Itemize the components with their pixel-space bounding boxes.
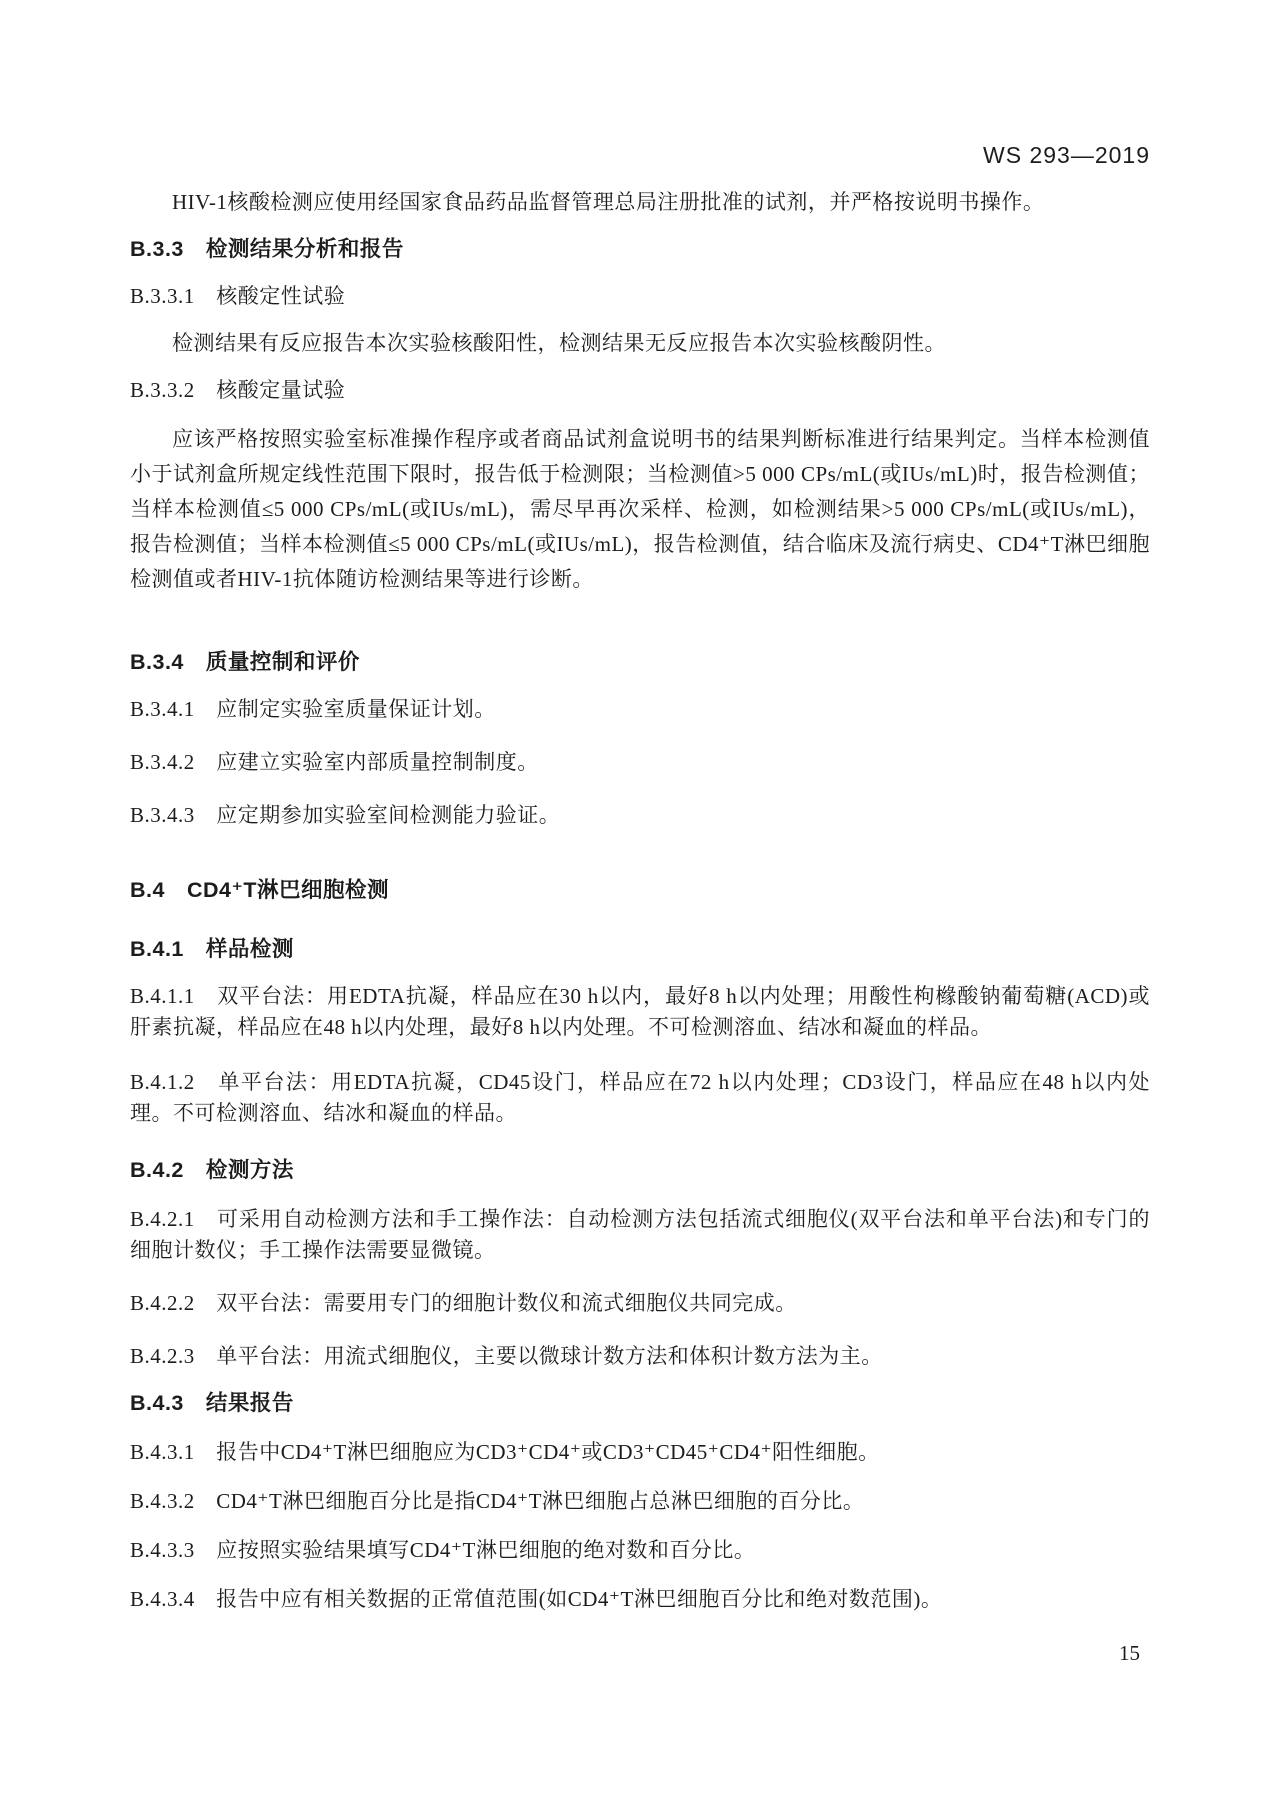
heading-b-3-3-2: B.3.3.2 核酸定量试验 [130,378,346,402]
heading-b-4: B.4 CD4⁺T淋巴细胞检测 [130,878,389,902]
heading-b-3-3: B.3.3 检测结果分析和报告 [130,237,404,261]
heading-b-4-3: B.4.3 结果报告 [130,1391,294,1415]
clause-b-4-1-2: B.4.1.2 单平台法：用EDTA抗凝，CD45设门，样品应在72 h以内处理；CD3设门，样品应在48 h以内处理。不可检测溶血、结冰和凝血的样品。 [130,1070,1150,1125]
clause-b-3-4-1: B.3.4.1 应制定实验室质量保证计划。 [130,697,496,721]
heading-b-3-4: B.3.4 质量控制和评价 [130,650,360,674]
heading-b-3-3-1: B.3.3.1 核酸定性试验 [130,284,346,308]
clause-b-4-1-1: B.4.1.1 双平台法：用EDTA抗凝，样品应在30 h以内，最好8 h以内处理；用酸性枸橼酸钠葡萄糖(ACD)或肝素抗凝，样品应在48 h以内处理，最好8 h以内处理。不可检测溶血、结冰和凝血的样品。 [130,984,1150,1039]
clause-b-4-3-2: B.4.3.2 CD4⁺T淋巴细胞百分比是指CD4⁺T淋巴细胞占总淋巴细胞的百分比。 [130,1489,865,1513]
clause-b-4-3-4: B.4.3.4 报告中应有相关数据的正常值范围(如CD4⁺T淋巴细胞百分比和绝对数范围)。 [130,1587,943,1611]
clause-b-3-4-3: B.3.4.3 应定期参加实验室间检测能力验证。 [130,803,561,827]
clause-b-4-2-1: B.4.2.1 可采用自动检测方法和手工操作法：自动检测方法包括流式细胞仪(双平台法和单平台法)和专门的细胞计数仪；手工操作法需要显微镜。 [130,1207,1150,1262]
paragraph-b-3-3-1-result: 检测结果有反应报告本次实验核酸阳性，检测结果无反应报告本次实验核酸阴性。 [172,331,946,355]
standard-number-header: WS 293—2019 [983,142,1150,168]
heading-b-4-2: B.4.2 检测方法 [130,1158,294,1182]
clause-b-4-3-3: B.4.3.3 应按照实验结果填写CD4⁺T淋巴细胞的绝对数和百分比。 [130,1538,756,1562]
clause-b-3-4-2: B.3.4.2 应建立实验室内部质量控制制度。 [130,750,539,774]
page-content [130,140,1150,1615]
clause-b-4-2-3: B.4.2.3 单平台法：用流式细胞仪，主要以微球计数方法和体积计数方法为主。 [130,1344,883,1368]
clause-b-4-2-2: B.4.2.2 双平台法：需要用专门的细胞计数仪和流式细胞仪共同完成。 [130,1291,797,1315]
paragraph-hiv1-nucleic-acid-reagent: HIV-1核酸检测应使用经国家食品药品监督管理总局注册批准的试剂，并严格按说明书操作。 [172,190,1045,214]
paragraph-b-3-3-2-quantitative: 应该严格按照实验室标准操作程序或者商品试剂盒说明书的结果判断标准进行结果判定。当样本检测值小于试剂盒所规定线性范围下限时，报告低于检测限；当检测值>5 000 CPs/mL(或IUs/mL)时，报告检测值；当样本检测值≤5 000 CPs/mL(或IUs/mL)，需尽早再次采样、检测，如检测结果>5 000 CPs/mL(或IUs/mL)，报告检测值；当样本检测值≤5 000 CPs/mL(或IUs/mL)，报告检测值，结合临床及流行病史、CD4⁺T淋巴细胞检测值或者HIV-1抗体随访检测结果等进行诊断。 [130,427,1150,591]
clause-b-4-3-1: B.4.3.1 报告中CD4⁺T淋巴细胞应为CD3⁺CD4⁺或CD3⁺CD45⁺CD4⁺阳性细胞。 [130,1440,880,1464]
heading-b-4-1: B.4.1 样品检测 [130,937,294,961]
page-number: 15 [1119,1641,1140,1665]
